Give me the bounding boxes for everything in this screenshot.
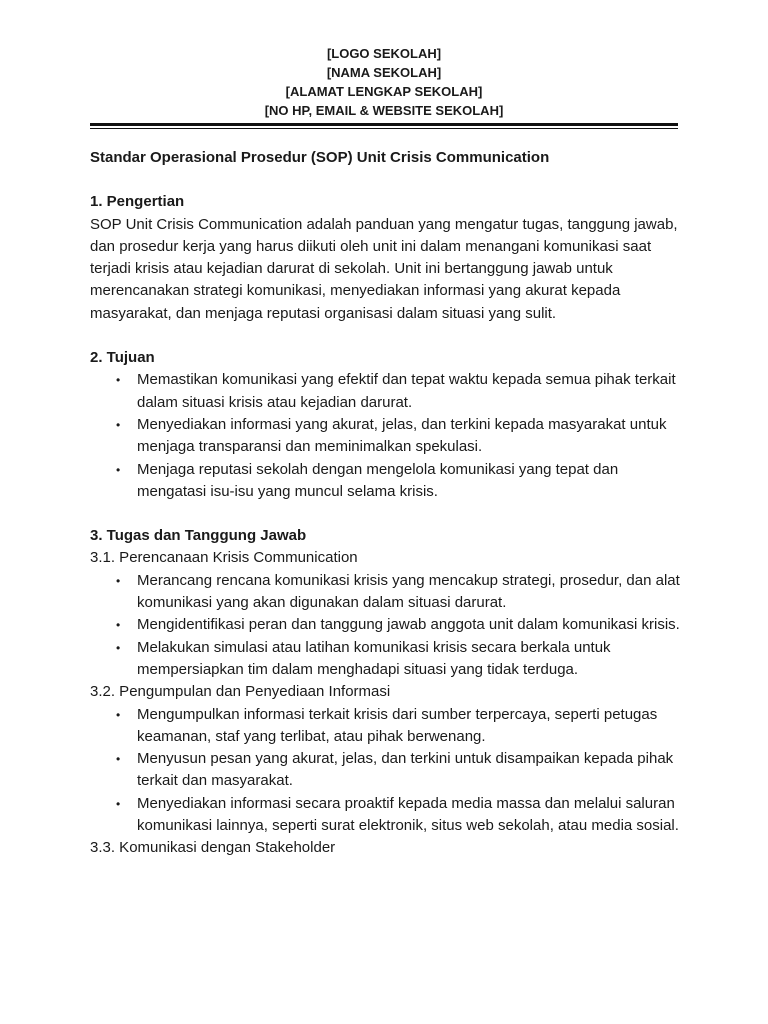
list-item-text: Menyediakan informasi yang akurat, jelas, dan terkini kepada masyarakat untuk menjaga transparansi dan meminimalkan spekulasi. [137, 415, 667, 456]
section-paragraph-pengertian: SOP Unit Crisis Communication adalah panduan yang mengatur tugas, tanggung jawab, dan prosedur kerja yang harus diikuti oleh unit ini dalam menangani komunikasi saat terjadi krisis atau kejadian darurat di sekolah. Unit ini bertanggung jawab untuk merencanakan strategi komunikasi, menyediakan informasi yang akurat kepada masyarakat, dan menjaga reputasi organisasi dalam situasi yang sulit. [90, 215, 678, 322]
list-item [90, 414, 680, 459]
list-item [90, 570, 680, 615]
list-item-text: Memastikan komunikasi yang efektif dan tepat waktu kepada semua pihak terkait dalam situasi krisis atau kejadian darurat. [137, 371, 676, 411]
spacer [90, 325, 680, 347]
bullet-icon: • [116, 373, 121, 388]
letterhead-school-name: [NAMA SEKOLAH] [326, 65, 442, 80]
bullet-icon: • [116, 752, 121, 767]
bullet-icon: • [116, 796, 121, 811]
subsection-heading-perencanaan: 3.1. Perencanaan Krisis Communication [90, 549, 358, 567]
bullet-icon: • [116, 462, 121, 477]
letterhead [90, 44, 678, 120]
list-item-text: Mengumpulkan informasi terkait krisis dari sumber terpercaya, seperti petugas keamanan, staf yang terlibat, atau pihak berwenang. [137, 705, 658, 745]
list-item-text: Merancang rencana komunikasi krisis yang mencakup strategi, prosedur, dan alat komunikasi yang akan digunakan dalam situasi darurat. [137, 571, 680, 612]
list-item [90, 369, 680, 414]
letterhead-logo-placeholder: [LOGO SEKOLAH] [326, 46, 442, 61]
perencanaan-list [90, 570, 680, 681]
list-item-text: Menyusun pesan yang akurat, jelas, dan terkini untuk disampaikan kepada pihak terkait dan masyarakat. [137, 750, 674, 790]
list-item [90, 793, 680, 838]
letterhead-divider-thick [90, 123, 678, 126]
section-tujuan [90, 347, 680, 503]
spacer [90, 169, 680, 191]
document-title: Standar Operasional Prosedur (SOP) Unit Crisis Communication [90, 149, 550, 166]
subsection-heading-stakeholder: 3.3. Komunikasi dengan Stakeholder [90, 839, 336, 857]
bullet-icon: • [116, 573, 121, 588]
list-item-text: Melakukan simulasi atau latihan komunikasi krisis secara berkala untuk mempersiapkan tim dalam menghadapi situasi yang tidak terduga. [137, 638, 611, 678]
bullet-icon: • [116, 640, 121, 655]
spacer [90, 503, 680, 525]
letterhead-divider-thin [90, 128, 678, 129]
letterhead-divider [90, 123, 678, 129]
subsection-heading-informasi: 3.2. Pengumpulan dan Penyediaan Informasi [90, 683, 391, 701]
section-heading-tujuan: 2. Tujuan [90, 349, 155, 367]
letterhead-school-address: [ALAMAT LENGKAP SEKOLAH] [285, 84, 483, 99]
list-item-text: Mengidentifikasi peran dan tanggung jawab anggota unit dalam komunikasi krisis. [137, 616, 680, 634]
section-heading-tugas: 3. Tugas dan Tanggung Jawab [90, 527, 307, 545]
bullet-icon: • [116, 707, 121, 722]
bullet-icon: • [116, 618, 121, 633]
letterhead-school-contact: [NO HP, EMAIL & WEBSITE SEKOLAH] [264, 103, 504, 118]
section-tugas-tanggung-jawab [90, 525, 680, 859]
section-heading-pengertian: 1. Pengertian [90, 193, 185, 211]
list-item [90, 614, 680, 636]
list-item [90, 704, 680, 749]
list-item-text: Menyediakan informasi secara proaktif kepada media massa dan melalui saluran komunikasi lainnya, seperti surat elektronik, situs web sekolah, atau media sosial. [137, 794, 679, 835]
tujuan-list [90, 369, 680, 503]
document-body [90, 147, 680, 860]
list-item [90, 748, 680, 793]
list-item-text: Menjaga reputasi sekolah dengan mengelola komunikasi yang tepat dan mengatasi isu-isu yang muncul selama krisis. [137, 460, 619, 500]
list-item [90, 637, 680, 682]
informasi-list [90, 704, 680, 838]
list-item [90, 459, 680, 504]
section-pengertian [90, 191, 680, 325]
bullet-icon: • [116, 417, 121, 432]
